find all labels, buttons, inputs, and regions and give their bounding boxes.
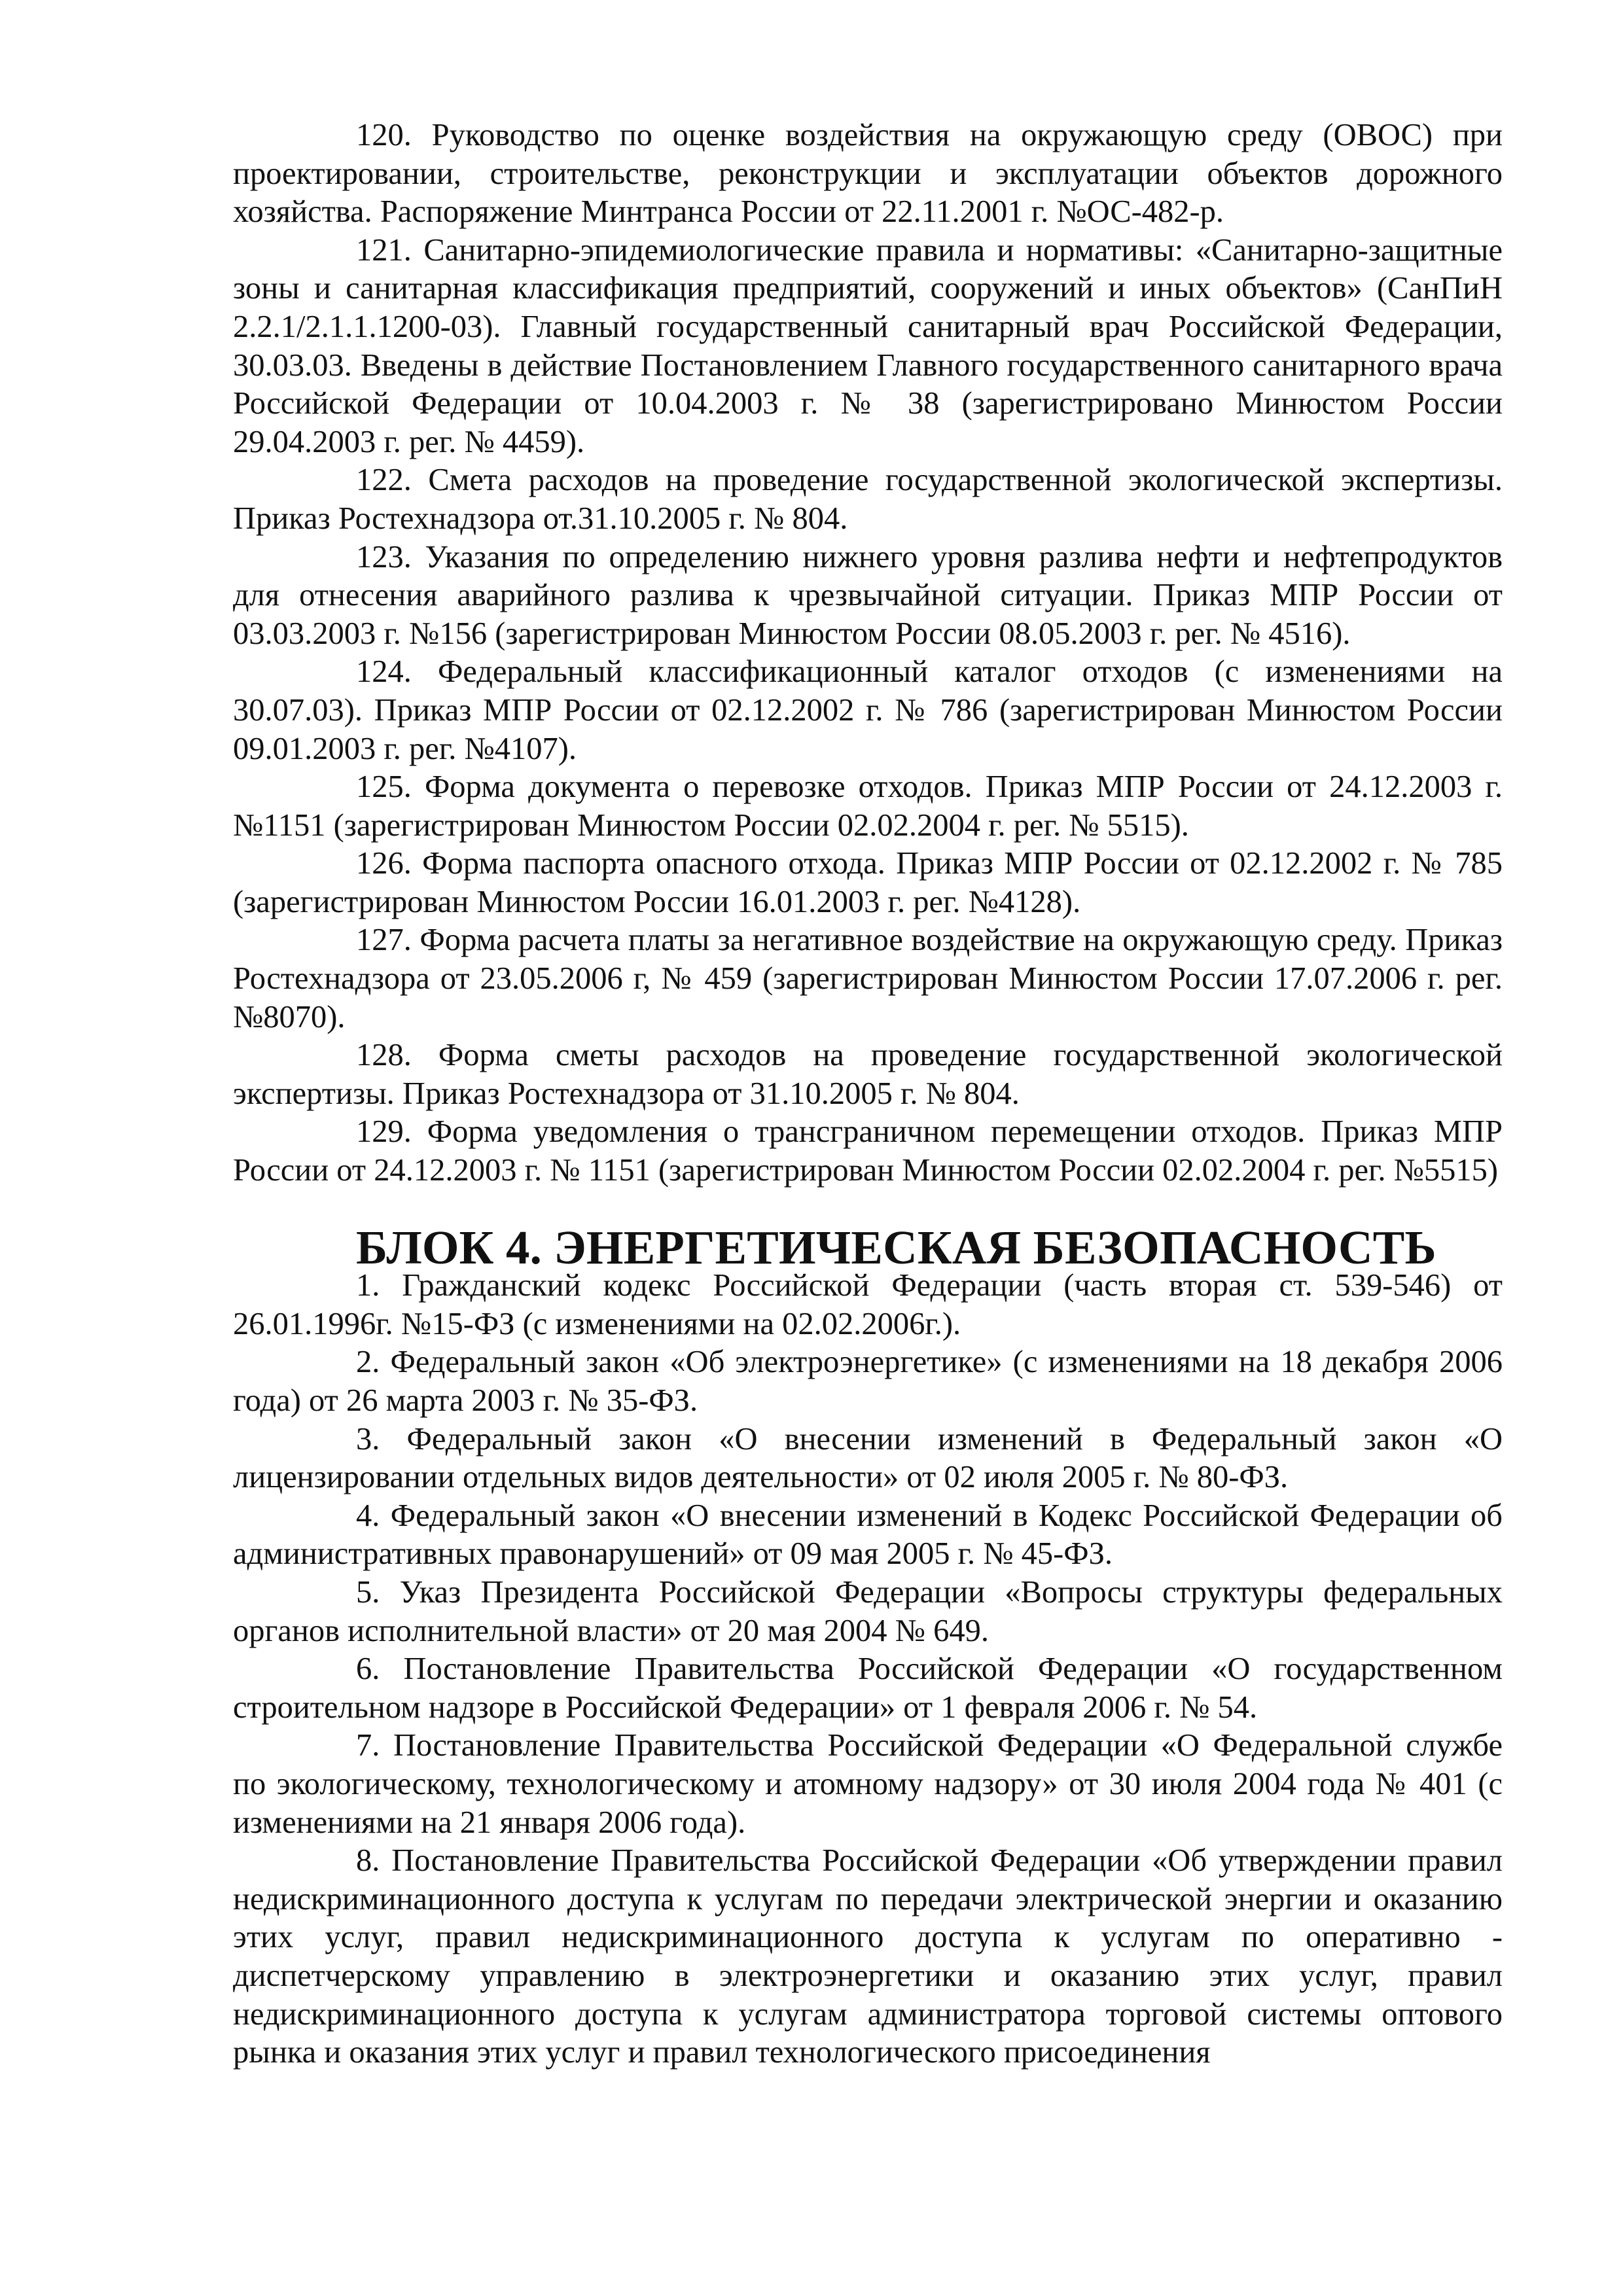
list-item-129: 129. Форма уведомления о трансграничном перемещении отходов. Приказ МПР России от 24.12.2003 г. № 1151 (зарегистрирован Минюстом России 02.02.2004 г. рег. №5515) [233,1114,1503,1188]
block4-item-3: 3. Федеральный закон «О внесении изменений в Федеральный закон «О лицензировании отдельных видов деятельности» от 02 июля 2005 г. № 80-ФЗ. [233,1421,1503,1495]
list-item-124: 124. Федеральный классификационный каталог отходов (с изменениями на 30.07.03). Приказ МПР России от 02.12.2002 г. № 786 (зарегистрирован Минюстом России 09.01.2003 г. рег. №4107). [233,654,1503,766]
block4-item-5: 5. Указ Президента Российской Федерации «Вопросы структуры федеральных органов исполнительной власти» от 20 мая 2004 № 649. [233,1574,1503,1648]
block4-item-6: 6. Постановление Правительства Российской Федерации «О государственном строительном надзоре в Российской Федерации» от 1 февраля 2006 г. № 54. [233,1651,1503,1725]
section-heading-block-4: БЛОК 4. ЭНЕРГЕТИЧЕСКАЯ БЕЗОПАСНОСТЬ [356,1220,1436,1274]
document-page [233,116,1503,2072]
block4-item-1: 1. Гражданский кодекс Российской Федерации (часть вторая ст. 539-546) от 26.01.1996г. №15-ФЗ (с изменениями на 02.02.2006г.). [233,1268,1503,1341]
block4-item-7: 7. Постановление Правительства Российской Федерации «О Федеральной службе по экологическому, технологическому и атомному надзору» от 30 июля 2004 года № 401 (с изменениями на 21 января 2006 года). [233,1728,1503,1840]
list-item-125: 125. Форма документа о перевозке отходов. Приказ МПР России от 24.12.2003 г. №1151 (зарегистрирован Минюстом России 02.02.2004 г. рег. № 5515). [233,769,1503,843]
list-item-127: 127. Форма расчета платы за негативное воздействие на окружающую среду. Приказ Ростехнадзора от 23.05.2006 г, № 459 (зарегистрирован Минюстом России 17.07.2006 г. рег. №8070). [233,923,1503,1034]
list-item-126: 126. Форма паспорта опасного отхода. Приказ МПР России от 02.12.2002 г. № 785 (зарегистрирован Минюстом России 16.01.2003 г. рег. №4128). [233,846,1503,919]
block4-item-8: 8. Постановление Правительства Российской Федерации «Об утверждении правил недискриминационного доступа к услугам по передачи электрической энергии и оказанию этих услуг, правил недискриминационного доступа к услугам по оперативно - диспетчерскому управлению в электроэнергетики и оказанию этих услуг, правил недискриминационного доступа к услугам администратора торговой системы оптового рынка и оказания этих услуг и правил технологического присоединения [233,1843,1503,2070]
list-item-128: 128. Форма сметы расходов на проведение государственной экологической экспертизы. Приказ Ростехнадзора от 31.10.2005 г. № 804. [233,1038,1503,1111]
list-item-120: 120. Руководство по оценке воздействия на окружающую среду (ОВОС) при проектировании, строительстве, реконструкции и эксплуатации объектов дорожного хозяйства. Распоряжение Минтранса России от 22.11.2001 г. №ОС-482-р. [233,118,1503,230]
block4-item-4: 4. Федеральный закон «О внесении изменений в Кодекс Российской Федерации об административных правонарушений» от 09 мая 2005 г. № 45-ФЗ. [233,1498,1503,1572]
list-item-121: 121. Санитарно-эпидемиологические правила и нормативы: «Санитарно-защитные зоны и санитарная классификация предприятий, сооружений и иных объектов» (СанПиН 2.2.1/2.1.1.1200-03). Главный государственный санитарный врач Российской Федерации, 30.03.03. Введены в действие Постановлением Главного государственного санитарного врача Российской Федерации от 10.04.2003 г. № 38 (зарегистрировано Минюстом России 29.04.2003 г. рег. № 4459). [233,232,1503,459]
block4-item-2: 2. Федеральный закон «Об электроэнергетике» (с изменениями на 18 декабря 2006 года) от 26 марта 2003 г. № 35-ФЗ. [233,1345,1503,1418]
list-item-123: 123. Указания по определению нижнего уровня разлива нефти и нефтепродуктов для отнесения аварийного разлива к чрезвычайной ситуации. Приказ МПР России от 03.03.2003 г. №156 (зарегистрирован Минюстом России 08.05.2003 г. рег. № 4516). [233,539,1503,651]
list-item-122: 122. Смета расходов на проведение государственной экологической экспертизы. Приказ Ростехнадзора от.31.10.2005 г. № 804. [233,463,1503,536]
